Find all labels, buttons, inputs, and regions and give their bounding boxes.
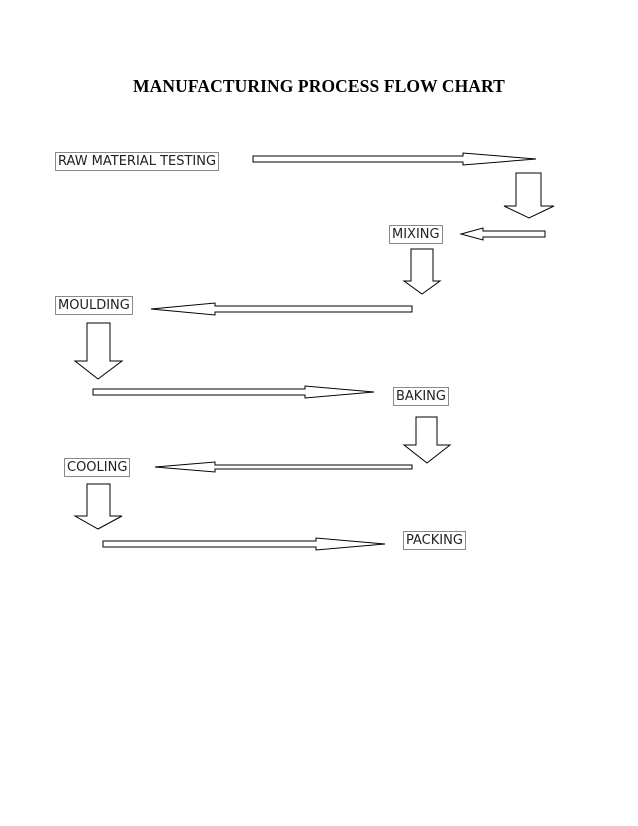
arrow-right-icon <box>93 386 374 398</box>
arrow-left-icon <box>155 462 412 472</box>
arrow-right-icon <box>253 153 536 165</box>
arrow-down-icon <box>75 323 122 379</box>
arrow-down-icon <box>404 417 450 463</box>
arrow-down-icon <box>75 484 122 529</box>
arrow-down-icon <box>404 249 440 294</box>
step-packing: PACKING <box>403 531 466 550</box>
arrow-down-icon <box>504 173 554 218</box>
step-baking: BAKING <box>393 387 449 406</box>
arrow-right-icon <box>103 538 385 550</box>
arrow-left-icon <box>461 228 545 240</box>
step-raw-material-testing: RAW MATERIAL TESTING <box>55 152 219 171</box>
arrow-left-icon <box>151 303 412 315</box>
step-moulding: MOULDING <box>55 296 133 315</box>
page-title: MANUFACTURING PROCESS FLOW CHART <box>133 76 505 96</box>
step-mixing: MIXING <box>389 225 443 244</box>
step-cooling: COOLING <box>64 458 130 477</box>
